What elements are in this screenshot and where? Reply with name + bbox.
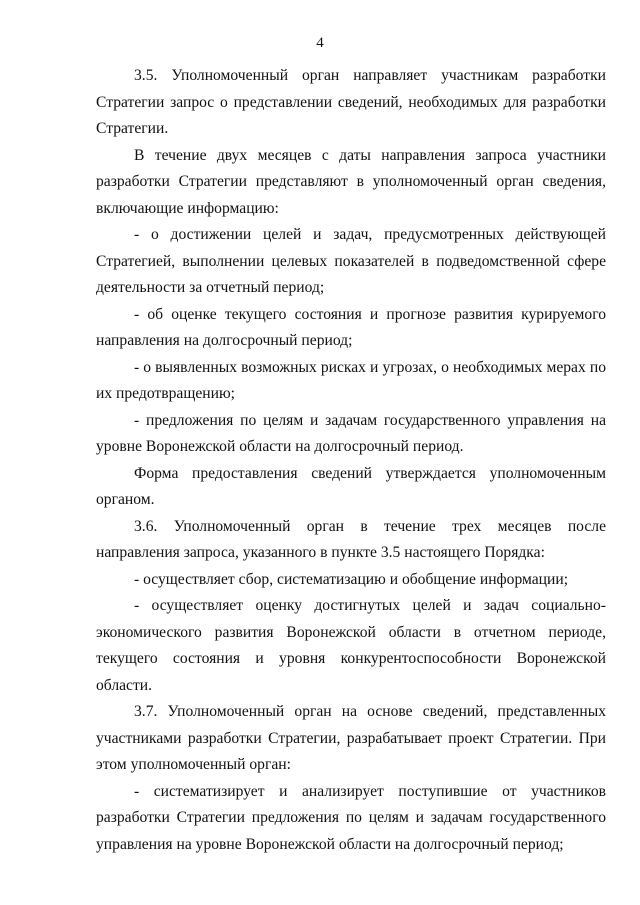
list-item-collection: - осуществляет сбор, систематизацию и обобщение информации; (134, 570, 569, 588)
paragraph-3-7: 3.7. Уполномоченный орган на основе сведений, представленных участниками разработки Стратегии, разрабатывает проект Стратегии. При этом уполномоченный орган: (96, 703, 606, 773)
page-number: 4 (316, 35, 324, 51)
paragraph-3-6: 3.6. Уполномоченный орган в течение трех месяцев после направления запроса, указанного в пункте 3.5 настоящего Порядка: (96, 517, 606, 561)
paragraph-info-request: В течение двух месяцев с даты направления запроса участники разработки Стратегии представляют в уполномоченный орган сведения, включающие информацию: (96, 146, 606, 217)
paragraph-form-approval: Форма предоставления сведений утверждается уполномоченным органом. (96, 464, 606, 508)
list-item-current-state: - об оценке текущего состояния и прогнозе развития курируемого направления на долгосрочный период; (96, 305, 606, 349)
document-body (96, 63, 606, 858)
list-item-goals-achievement: - о достижении целей и задач, предусмотренных действующей Стратегией, выполнении целевых показателей в подведомственной сфере деятельности за отчетный период; (96, 226, 606, 296)
paragraph-3-5: 3.5. Уполномоченный орган направляет участникам разработки Стратегии запрос о представлении сведений, необходимых для разработки Стратегии. (96, 67, 606, 137)
list-item-assessment: - осуществляет оценку достигнутых целей и задач социально-экономического развития Воронежской области в отчетном периоде, текущего состояния и уровня конкурентоспособности Воронежской области. (96, 597, 606, 694)
list-item-systematization: - систематизирует и анализирует поступившие от участников разработки Стратегии предложения по целям и задачам государственного управления на уровне Воронежской области на долгосрочный период; (96, 782, 606, 853)
list-item-risks: - о выявленных возможных рисках и угрозах, о необходимых мерах по их предотвращению; (96, 358, 606, 402)
list-item-proposals: - предложения по целям и задачам государственного управления на уровне Воронежской области на долгосрочный период. (96, 411, 606, 455)
